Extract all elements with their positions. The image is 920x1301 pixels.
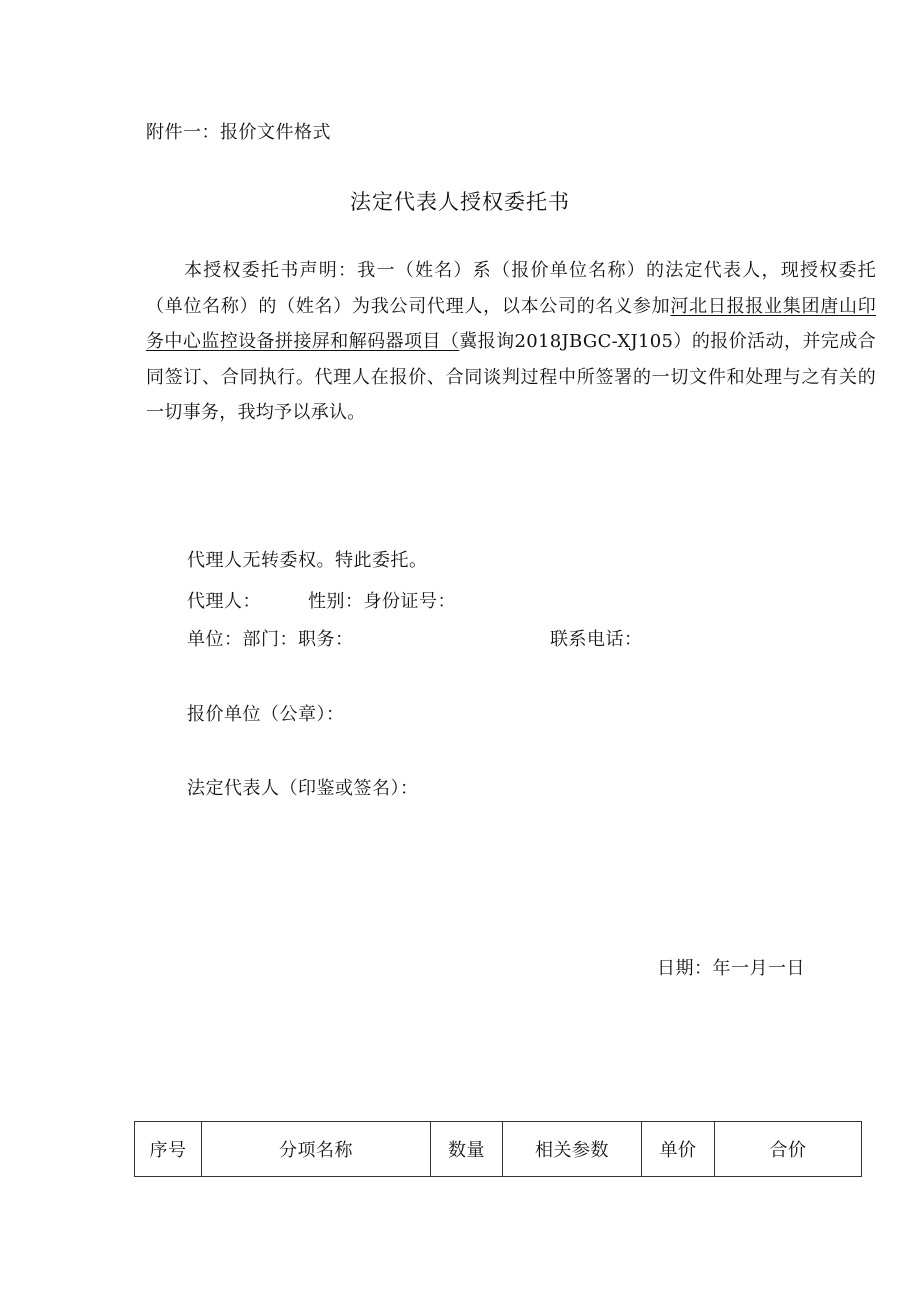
- header-item-name: 分项名称: [202, 1122, 431, 1177]
- authorization-declaration: [146, 253, 876, 431]
- project-name-underlined: 河北日报报业集团唐山印务中心监控设备拼接屏和解码器项目（: [146, 295, 876, 352]
- table-header-row: [135, 1122, 862, 1177]
- attachment-heading: 附件一：报价文件格式: [146, 122, 331, 143]
- header-serial-no: 序号: [135, 1122, 202, 1177]
- legal-rep-signature-label: 法定代表人（印鉴或签名）：: [187, 778, 419, 799]
- gender-id-label: 性别：身份证号：: [308, 591, 456, 612]
- header-quantity: 数量: [431, 1122, 503, 1177]
- agent-label: 代理人：: [187, 591, 261, 612]
- header-unit-price: 单价: [642, 1122, 715, 1177]
- document-title: 法定代表人授权委托书: [350, 190, 570, 214]
- declaration-text-part1: 本授权委托书声明：我一（姓名）系（报价单位名称）的法定代表人，现授权委托（单位名称）的（姓名）为我公司代理人，以本公司的名义参加: [146, 260, 876, 317]
- quotation-table: [134, 1121, 862, 1177]
- unit-dept-title-label: 单位：部门：职务：: [187, 629, 354, 650]
- header-parameters: 相关参数: [503, 1122, 642, 1177]
- no-sub-delegation-line: 代理人无转委权。特此委托。: [187, 550, 428, 571]
- date-label: 日期：年一月一日: [657, 958, 805, 979]
- phone-label: 联系电话：: [550, 629, 643, 650]
- declaration-text-part2: 冀报询2018JBGC-XJ105）的报价活动，并完成合同签订、合同执行。代理人在报价、合同谈判过程中所签署的一切文件和处理与之有关的一切事务，我均予以承认。: [146, 331, 876, 423]
- header-total-price: 合价: [715, 1122, 862, 1177]
- quoting-unit-seal-label: 报价单位（公章）：: [187, 704, 345, 725]
